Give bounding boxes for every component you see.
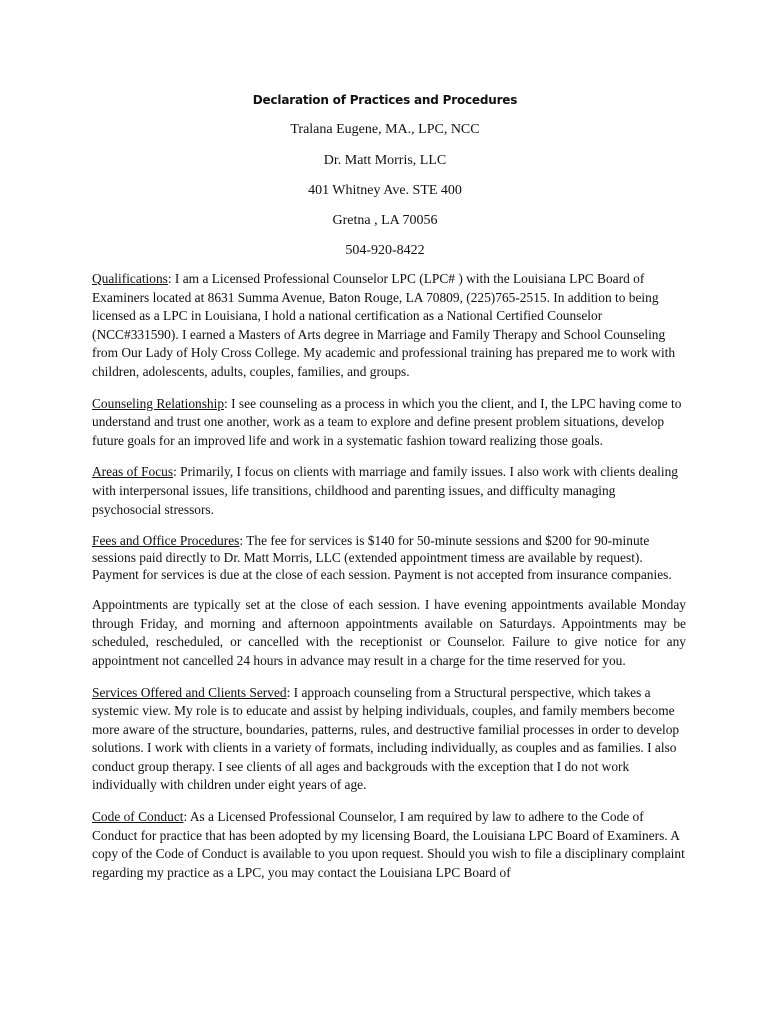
section-counseling-relationship	[92, 395, 686, 451]
practice-name: Dr. Matt Morris, LLC	[323, 153, 447, 168]
section-areas-of-focus	[92, 463, 686, 519]
section-text: : As a Licensed Professional Counselor, I am required by law to adhere to the Code of Conduct for practice that has been adopted by my licensing Board, the Louisiana LPC Board of Examiners. A copy of the Code of Conduct is available to you upon request. Should you wish to file a disciplinary complaint regarding my practice as a LPC, you may contact the Louisiana LPC Board of	[92, 809, 685, 880]
section-services-offered	[92, 684, 686, 796]
section-heading: Services Offered and Clients Served	[92, 684, 287, 700]
section-text: : I am a Licensed Professional Counselor LPC (LPC# ) with the Louisiana LPC Board of Examiners located at 8631 Summa Avenue, Baton Rouge, LA 70809, (225)765-2515. In addition to being licensed as a LPC in Louisiana, I hold a national certification as a National Certified Counselor (NCC#331590). I earned a Masters of Arts degree in Marriage and Family Therapy and School Counseling from Our Lady of Holy Cross College. My academic and professional training has prepared me to work with children, adolescents, adults, couples, families, and groups.	[92, 271, 676, 379]
section-heading: Fees and Office Procedures	[92, 533, 240, 549]
section-text: : Primarily, I focus on clients with marriage and family issues. I also work with clients dealing with interpersonal issues, life transitions, childhood and parenting issues, and difficulty managing psychosocial stressors.	[92, 464, 678, 517]
section-text: Appointments are typically set at the close of each session. I have evening appointments available Monday through Friday, and morning and afternoon appointments available on Saturdays. Appointments may be scheduled, rescheduled, or cancelled with the receptionist or Counselor. Failure to give notice for any appointment not cancelled 24 hours in advance may result in a charge for the time reserved for you.	[92, 597, 686, 668]
section-appointments	[92, 596, 686, 670]
section-text: : I see counseling as a process in which you the client, and I, the LPC having come to understand and trust one another, work as a team to explore and define present problem situations, develop future goals for an improved life and work in a systematic fashion toward realizing those goals.	[92, 395, 682, 448]
section-heading: Code of Conduct	[92, 809, 184, 825]
section-code-of-conduct	[92, 808, 686, 882]
street-address: 401 Whitney Ave. STE 400	[308, 183, 462, 198]
section-heading: Counseling Relationship	[92, 395, 225, 411]
document-body	[92, 270, 686, 895]
section-text: : I approach counseling from a Structural perspective, which takes a systemic view. My role is to educate and assist by helping individuals, couples, and family members become more aware of the structure, boundaries, patterns, rules, and destructive familial processes in order to develop solutions. I work with clients in a variety of formats, including individually, as couples and as families. I also conduct group therapy. I see clients of all ages and backgrouds with the exception that I do not work individually with children under eight years of age.	[92, 684, 680, 793]
section-heading: Qualifications	[92, 271, 168, 286]
document-title: Declaration of Practices and Procedures	[252, 93, 518, 107]
phone-number: 504-920-8422	[345, 243, 425, 258]
city-state-zip: Gretna , LA 70056	[332, 213, 438, 228]
section-heading: Areas of Focus	[92, 464, 174, 480]
section-fees-and-office-procedures	[92, 532, 686, 583]
section-text: : The fee for services is $140 for 50-minute sessions and $200 for 90-minute sessions paid directly to Dr. Matt Morris, LLC (extended appointment timess are available by request). Payment for services is due at the close of each session. Payment is not accepted from insurance companies.	[92, 533, 672, 583]
counselor-name: Tralana Eugene, MA., LPC, NCC	[290, 122, 480, 137]
section-qualifications	[92, 270, 686, 382]
